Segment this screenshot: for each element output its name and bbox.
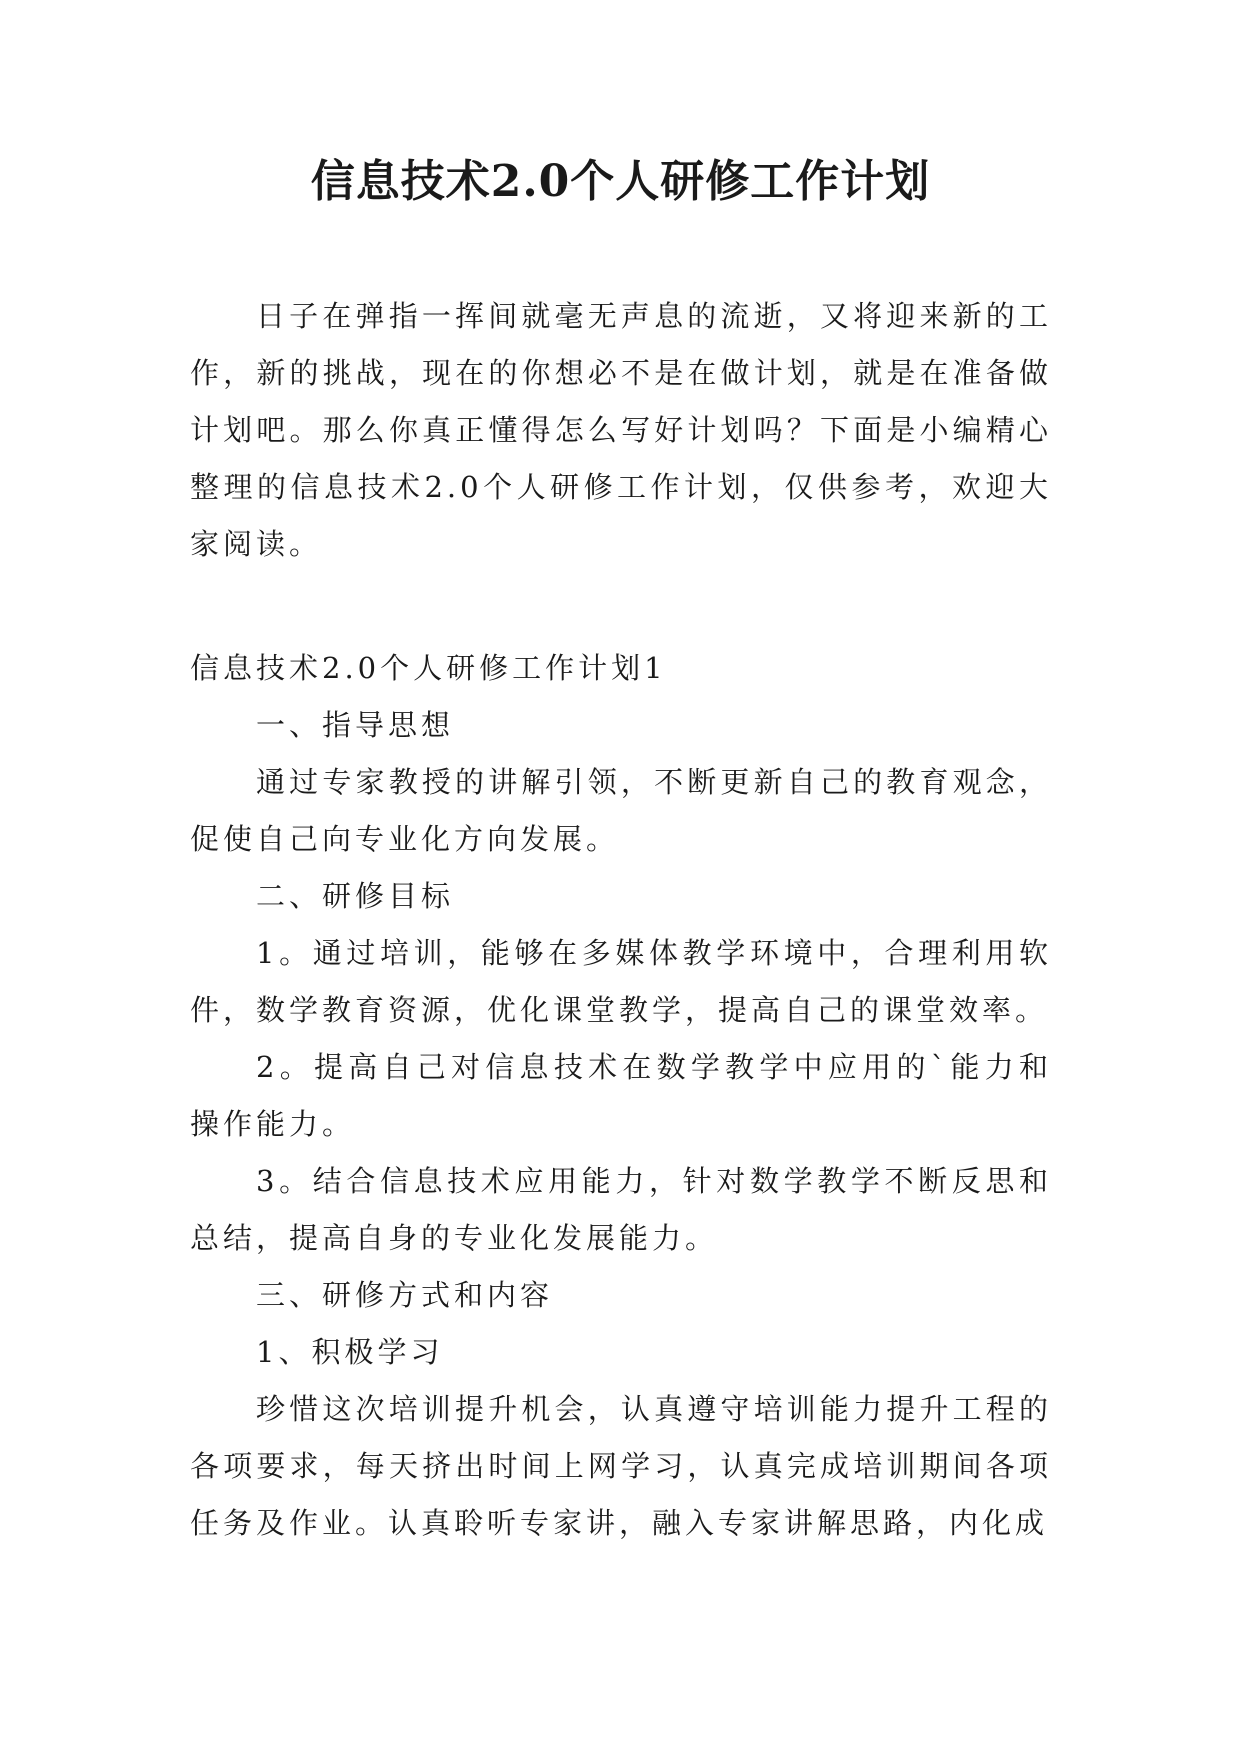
sub-heading-active-study: 1、积极学习: [256, 1335, 444, 1369]
paragraph-active-study: 珍惜这次培训提升机会，认真遵守培训能力提升工程的各项要求，每天挤出时间上网学习，认真完成培训期间各项任务及作业。认真聆听专家讲，融入专家讲解思路，内化成: [190, 1392, 1052, 1540]
goal-item-2: 2。提高自己对信息技术在数学教学中应用的`能力和操作能力。: [190, 1050, 1052, 1141]
document-title: 信息技术2.0个人研修工作计划: [310, 156, 931, 207]
heading-methods: 三、研修方式和内容: [256, 1278, 554, 1312]
paragraph-guiding-thought: 通过专家教授的讲解引领，不断更新自己的教育观念，促使自己向专业化方向发展。: [190, 765, 1052, 856]
goal-item-3: 3。结合信息技术应用能力，针对数学教学不断反思和总结，提高自身的专业化发展能力。: [190, 1164, 1052, 1255]
goal-item-1: 1。通过培训，能够在多媒体教学环境中，合理利用软件，数学教育资源，优化课堂教学，提高自己的课堂效率。: [190, 936, 1052, 1027]
intro-paragraph: 日子在弹指一挥间就毫无声息的流逝，又将迎来新的工作，新的挑战，现在的你想必不是在做计划，就是在准备做计划吧。那么你真正懂得怎么写好计划吗？下面是小编精心整理的信息技术2.0个人研修工作计划，仅供参考，欢迎大家阅读。: [190, 299, 1052, 561]
section-1: [190, 640, 1052, 1552]
section-1-heading: 信息技术2.0个人研修工作计划1: [190, 651, 667, 685]
heading-guiding-thought: 一、指导思想: [256, 708, 455, 742]
heading-goals: 二、研修目标: [256, 879, 455, 913]
